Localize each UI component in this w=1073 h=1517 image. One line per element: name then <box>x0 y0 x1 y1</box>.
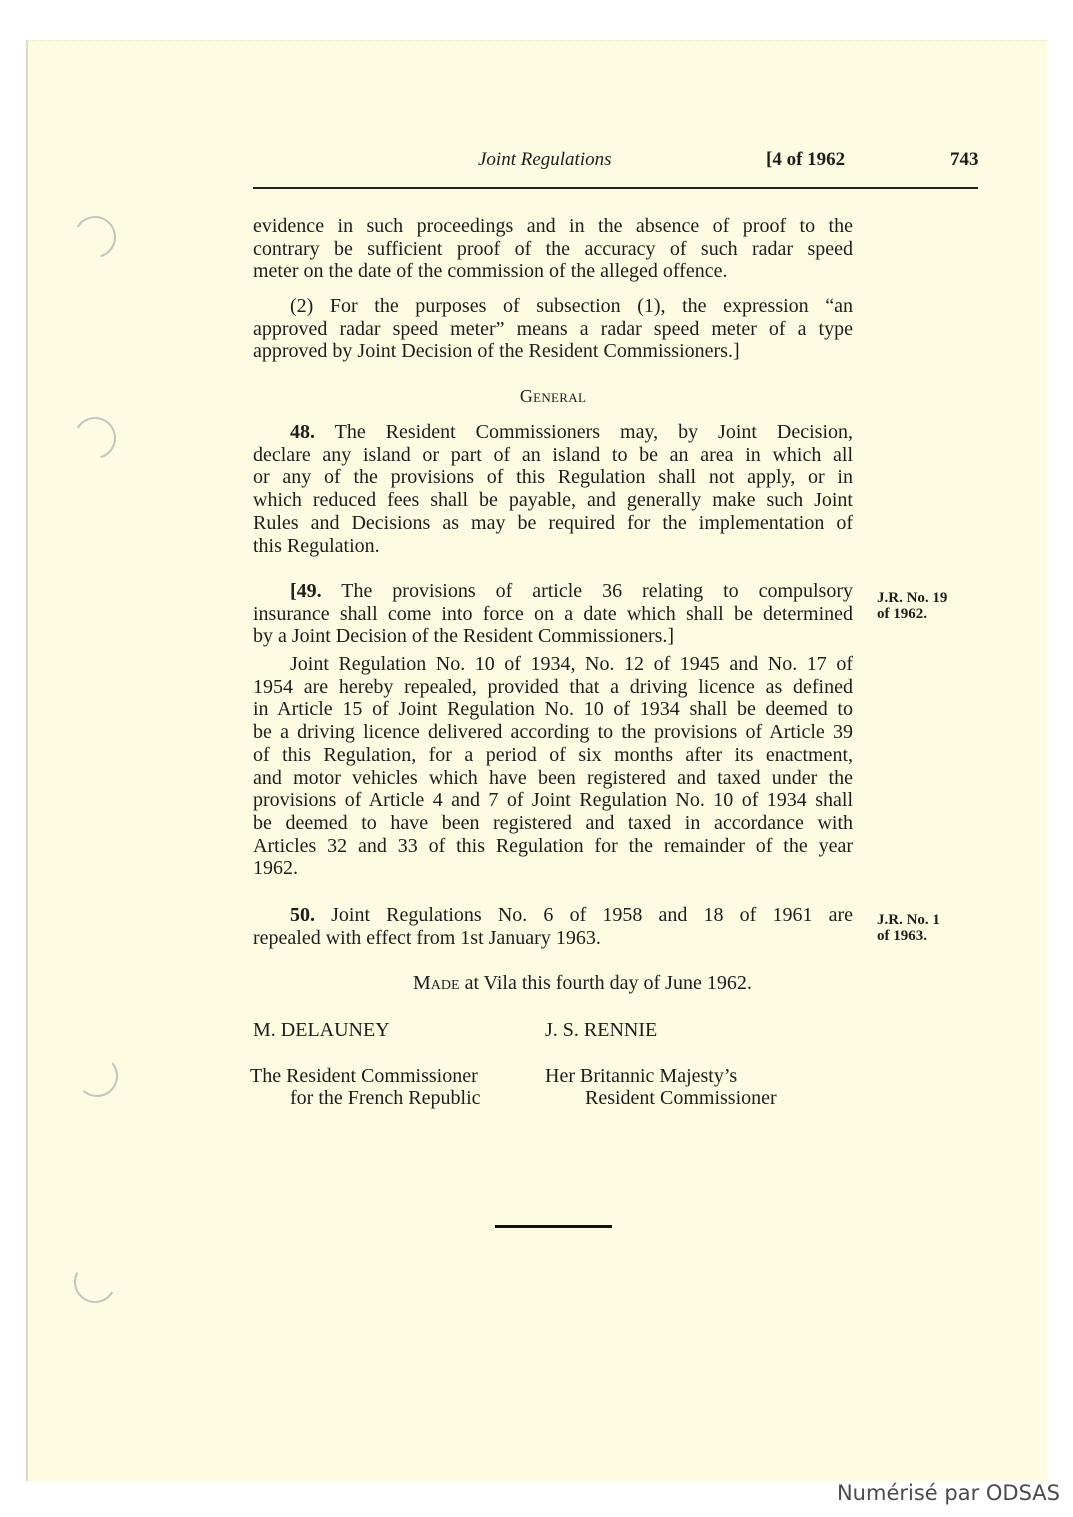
scan-credit: Numérisé par ODSAS <box>836 1481 1060 1505</box>
punch-hole-icon <box>70 212 120 262</box>
signatory-title-french: The Resident Commissioner <box>250 1065 478 1087</box>
margin-note-line: J.R. No. 1 <box>877 912 940 928</box>
signatory-title-british: Resident Commissioner <box>585 1087 777 1109</box>
continuation-paragraph <box>253 215 853 283</box>
text-line-content: The Resident Commissioners may, by Joint Decision, <box>334 421 854 443</box>
section-number: [49. <box>290 580 322 602</box>
text-line: of this Regulation, for a period of six months after its enactment, <box>253 743 853 766</box>
text-line: repealed with effect from 1st January 1963. <box>253 926 601 949</box>
signatory-title-french: for the French Republic <box>290 1087 481 1109</box>
text-line <box>290 580 853 603</box>
text-line: which reduced fees shall be payable, and generally make such Joint <box>253 489 853 512</box>
signatory-title-british: Her Britannic Majesty’s <box>545 1065 738 1087</box>
section-50-paragraph <box>253 904 853 949</box>
text-line: by a Joint Decision of the Resident Commissioners.] <box>253 625 675 648</box>
text-line: insurance shall come into force on a date which shall be determined <box>253 602 853 625</box>
section-number: 50. <box>290 904 315 926</box>
section-heading: General <box>519 386 587 406</box>
punch-hole-icon <box>72 1051 122 1101</box>
header-rule <box>253 187 978 189</box>
section-48-paragraph <box>253 421 853 557</box>
margin-note <box>877 590 987 622</box>
punch-hole-icon <box>70 413 120 463</box>
text-line: approved radar speed meter” means a radar speed meter of a type <box>253 317 853 340</box>
text-line: or any of the provisions of this Regulation shall not apply, or in <box>253 466 853 489</box>
end-rule <box>495 1225 612 1228</box>
text-line: be a driving licence delivered according to the provisions of Article 39 <box>253 721 853 744</box>
signatory-name-british: J. S. RENNIE <box>545 1019 658 1041</box>
text-line: in Article 15 of Joint Regulation No. 10 of 1934 shall be deemed to <box>253 698 853 721</box>
text-line: contrary be sufficient proof of the accuracy of such radar speed <box>253 237 853 260</box>
text-line: evidence in such proceedings and in the absence of proof to the <box>253 215 853 237</box>
margin-note-line: of 1963. <box>877 928 927 944</box>
text-line: Rules and Decisions as may be required for the implementation of <box>253 511 853 534</box>
text-line <box>290 421 853 444</box>
text-line: 1954 are hereby repealed, provided that a driving licence as defined <box>253 675 853 698</box>
section-number: 48. <box>290 421 315 443</box>
made-keyword: Made <box>413 972 460 994</box>
text-line: provisions of Article 4 and 7 of Joint Regulation No. 10 of 1934 shall <box>253 789 853 812</box>
text-line: declare any island or part of an island to be an area in which all <box>253 443 853 466</box>
text-line-content: Joint Regulations No. 6 of 1958 and 18 of 1961 are <box>331 904 854 926</box>
section-49-paragraph <box>253 580 853 648</box>
text-line-content: The provisions of article 36 relating to compulsory <box>341 580 853 602</box>
text-line: be deemed to have been registered and taxed in accordance with <box>253 811 853 834</box>
regulation-number: [4 of 1962 <box>766 149 846 170</box>
made-line <box>413 972 752 994</box>
text-line: Articles 32 and 33 of this Regulation for the remainder of the year <box>253 834 853 857</box>
subsection-2-paragraph <box>253 295 853 363</box>
text-line: 1962. <box>253 857 298 880</box>
punch-hole-icon <box>70 1257 120 1307</box>
text-line: Joint Regulation No. 10 of 1934, No. 12 of 1945 and No. 17 of <box>290 653 853 675</box>
signatory-name-french: M. DELAUNEY <box>253 1019 390 1041</box>
text-line: and motor vehicles which have been registered and taxed under the <box>253 766 853 789</box>
running-title: Joint Regulations <box>478 149 612 170</box>
margin-note-line: J.R. No. 19 <box>877 590 948 606</box>
margin-note-line: of 1962. <box>877 606 927 622</box>
text-line: approved by Joint Decision of the Resident Commissioners.] <box>253 340 740 363</box>
text-line: (2) For the purposes of subsection (1), the expression “an <box>290 295 853 317</box>
repeal-paragraph <box>253 653 853 880</box>
text-line <box>290 904 853 927</box>
made-text: at Vila this fourth day of June 1962. <box>464 972 752 994</box>
text-line: this Regulation. <box>253 534 380 557</box>
text-line: meter on the date of the commission of the alleged offence. <box>253 260 728 283</box>
margin-note <box>877 912 987 944</box>
page-number: 743 <box>950 149 979 170</box>
